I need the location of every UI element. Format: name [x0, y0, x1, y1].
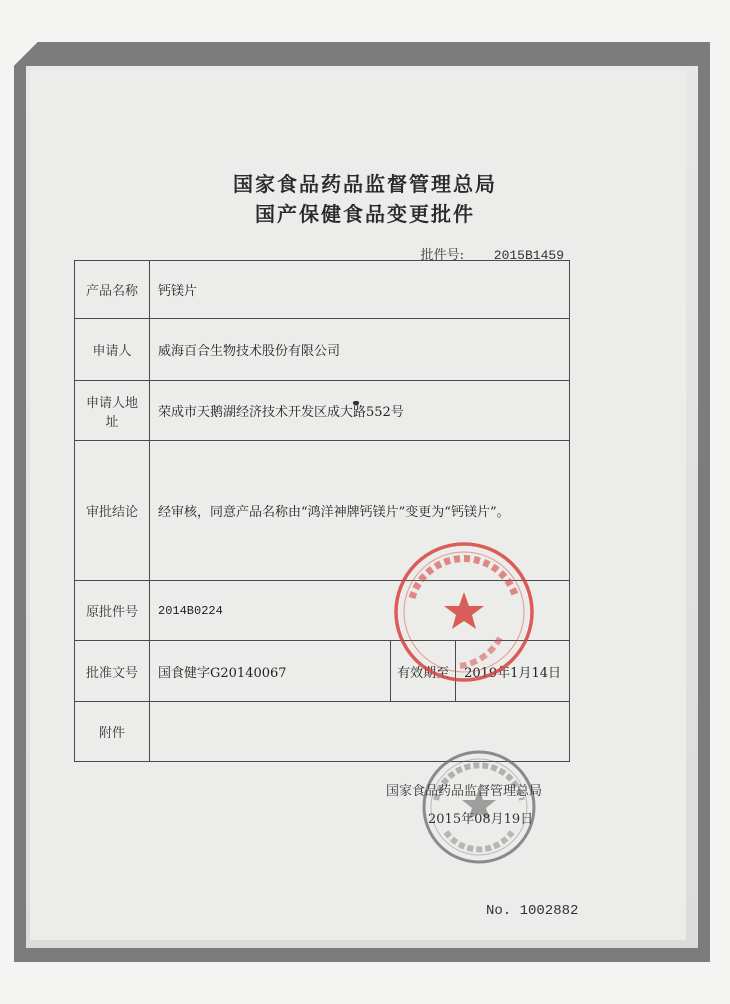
approval-conclusion-value: 经审核，同意产品名称由“鸿洋神牌钙镁片”变更为“钙镁片”。	[150, 441, 570, 581]
ink-dot	[353, 401, 359, 405]
approval-document-number: 国食健字G20140067	[158, 665, 287, 681]
field-label: 原批件号	[75, 581, 150, 641]
field-label: 附件	[75, 702, 150, 762]
validity-label: 有效期至	[397, 665, 450, 681]
field-label: 审批结论	[75, 441, 150, 581]
paper-corner-fold	[0, 0, 60, 100]
certificate-table	[74, 260, 570, 762]
field-label: 产品名称	[75, 261, 150, 319]
field-label: 申请人地址	[75, 381, 150, 441]
agency-title: 国家食品药品监督管理总局	[233, 172, 497, 196]
applicant-address-value: 荣成市天鹅湖经济技术开发区成大路552号	[150, 381, 570, 441]
validity-date: 2019年1月14日	[455, 641, 569, 701]
issue-date: 2015年08月19日	[428, 812, 534, 827]
agency-official-seal-icon	[420, 748, 538, 866]
table-row	[75, 319, 570, 381]
document-title: 国产保健食品变更批件	[255, 202, 475, 226]
red-company-seal-icon	[390, 538, 538, 686]
field-label: 申请人	[75, 319, 150, 381]
serial-number: No. 1002882	[486, 903, 579, 919]
product-name-value: 钙镁片	[150, 261, 570, 319]
issuing-authority: 国家食品药品监督管理总局	[386, 784, 543, 799]
approval-number-value: 2015B1459	[493, 248, 564, 263]
approval-number-label: 批件号:	[420, 248, 464, 263]
table-row	[75, 261, 570, 319]
table-row	[75, 381, 570, 441]
field-label: 批准文号	[75, 641, 150, 702]
applicant-value: 威海百合生物技术股份有限公司	[150, 319, 570, 381]
original-approval-number-value: 2014B0224	[150, 581, 570, 641]
